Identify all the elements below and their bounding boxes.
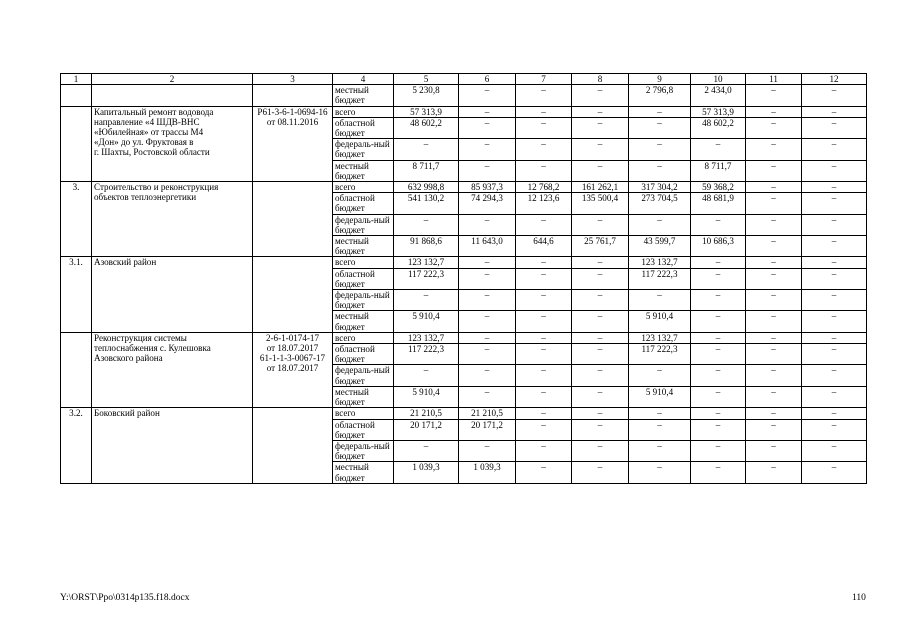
file-path: Y:\ORST\Ppo\0314p135.f18.docx: [60, 593, 190, 603]
value-cell: –: [516, 268, 572, 289]
value-cell: 20 171,2: [459, 419, 516, 440]
value-cell: 117 222,3: [629, 344, 691, 365]
item-name: [92, 106, 253, 181]
value-cell: –: [572, 332, 629, 343]
item-name-line: Капитальный ремонт водовода: [94, 106, 214, 117]
value-cell: –: [691, 332, 746, 343]
value-cell: 117 222,3: [394, 268, 459, 289]
value-cell: –: [572, 440, 629, 461]
value-cell: –: [746, 117, 802, 138]
value-cell: –: [802, 386, 867, 407]
value-cell: –: [746, 160, 802, 181]
item-name-line: Строительство и реконструкция: [94, 182, 219, 193]
header-cell: 2: [92, 74, 253, 85]
value-cell: –: [629, 440, 691, 461]
item-name-line: теплоснабжения с. Кулешовка: [94, 343, 211, 354]
document-reference: [253, 257, 333, 332]
document-reference-line: от 18.07.2017: [266, 363, 319, 374]
value-cell: 12 768,2: [516, 182, 572, 193]
value-cell: –: [459, 311, 516, 332]
item-name: [92, 332, 253, 407]
value-cell: –: [629, 419, 691, 440]
value-cell: –: [802, 193, 867, 214]
value-cell: 123 132,7: [394, 332, 459, 343]
budget-type: областной бюджет: [333, 419, 394, 440]
value-cell: –: [746, 214, 802, 235]
value-cell: –: [746, 365, 802, 386]
value-cell: –: [746, 257, 802, 268]
item-name-line: г. Шахты, Ростовской области: [94, 147, 210, 158]
value-cell: –: [516, 365, 572, 386]
value-cell: –: [746, 344, 802, 365]
value-cell: –: [459, 365, 516, 386]
budget-type: федераль-ный бюджет: [333, 440, 394, 461]
value-cell: –: [516, 440, 572, 461]
value-cell: –: [746, 408, 802, 419]
value-cell: –: [802, 408, 867, 419]
value-cell: 8 711,7: [394, 160, 459, 181]
value-cell: 48 681,9: [691, 193, 746, 214]
table-row: [61, 182, 867, 193]
value-cell: 74 294,3: [459, 193, 516, 214]
value-cell: –: [746, 106, 802, 117]
value-cell: 5 910,4: [394, 386, 459, 407]
value-cell: 123 132,7: [629, 257, 691, 268]
value-cell: –: [802, 268, 867, 289]
header-cell: 8: [572, 74, 629, 85]
value-cell: 123 132,7: [394, 257, 459, 268]
value-cell: –: [394, 214, 459, 235]
header-cell: 3: [253, 74, 333, 85]
value-cell: –: [572, 344, 629, 365]
item-name-line: Азовский район: [94, 257, 157, 268]
value-cell: 1 039,3: [459, 462, 516, 483]
value-cell: –: [802, 419, 867, 440]
value-cell: –: [516, 344, 572, 365]
value-cell: –: [516, 85, 572, 106]
value-cell: –: [802, 365, 867, 386]
value-cell: –: [691, 268, 746, 289]
value-cell: –: [746, 440, 802, 461]
value-cell: –: [516, 419, 572, 440]
value-cell: –: [629, 160, 691, 181]
header-cell: 9: [629, 74, 691, 85]
value-cell: 11 643,0: [459, 236, 516, 257]
value-cell: –: [572, 365, 629, 386]
document-reference: [253, 106, 333, 181]
value-cell: –: [572, 386, 629, 407]
value-cell: 21 210,5: [459, 408, 516, 419]
value-cell: –: [394, 440, 459, 461]
value-cell: –: [691, 290, 746, 311]
header-cell: 6: [459, 74, 516, 85]
value-cell: –: [629, 290, 691, 311]
item-name-line: направление «4 ШДВ-ВНС: [94, 116, 200, 127]
budget-type: местный бюджет: [333, 85, 394, 106]
budget-type: всего: [333, 408, 394, 419]
value-cell: –: [459, 257, 516, 268]
value-cell: –: [459, 386, 516, 407]
value-cell: –: [802, 290, 867, 311]
value-cell: –: [516, 139, 572, 160]
item-name-line: Азовского района: [94, 353, 163, 364]
item-name-line: Боковский район: [94, 408, 160, 419]
budget-type: местный бюджет: [333, 386, 394, 407]
value-cell: –: [516, 386, 572, 407]
value-cell: –: [572, 268, 629, 289]
value-cell: –: [459, 214, 516, 235]
value-cell: 91 868,6: [394, 236, 459, 257]
value-cell: –: [802, 160, 867, 181]
item-name-line: «Дон» до ул. Фруктовая в: [94, 137, 194, 148]
value-cell: –: [746, 419, 802, 440]
value-cell: –: [459, 160, 516, 181]
value-cell: 541 130,2: [394, 193, 459, 214]
value-cell: –: [572, 419, 629, 440]
budget-table: [60, 73, 867, 484]
value-cell: 5 230,8: [394, 85, 459, 106]
header-cell: 1: [61, 74, 92, 85]
value-cell: –: [802, 214, 867, 235]
value-cell: –: [572, 85, 629, 106]
value-cell: –: [746, 290, 802, 311]
value-cell: –: [629, 365, 691, 386]
value-cell: –: [572, 408, 629, 419]
value-cell: 57 313,9: [691, 106, 746, 117]
value-cell: –: [516, 290, 572, 311]
value-cell: 12 123,6: [516, 193, 572, 214]
value-cell: –: [746, 311, 802, 332]
value-cell: –: [629, 214, 691, 235]
item-name: [92, 408, 253, 483]
value-cell: 135 500,4: [572, 193, 629, 214]
header-cell: 5: [394, 74, 459, 85]
document-reference: [253, 182, 333, 257]
value-cell: –: [746, 332, 802, 343]
document-reference: [253, 332, 333, 407]
item-name-line: Реконструкция системы: [94, 332, 187, 343]
value-cell: –: [516, 160, 572, 181]
value-cell: –: [572, 117, 629, 138]
table-row: [61, 408, 867, 419]
value-cell: –: [691, 311, 746, 332]
document-reference-line: 2-6-1-0174-17: [265, 332, 320, 343]
value-cell: –: [516, 408, 572, 419]
value-cell: –: [394, 365, 459, 386]
header-cell: 12: [802, 74, 867, 85]
value-cell: –: [572, 257, 629, 268]
value-cell: –: [802, 440, 867, 461]
value-cell: –: [802, 106, 867, 117]
value-cell: 161 262,1: [572, 182, 629, 193]
document-reference-line: Р61-3-6-1-0694-16: [257, 106, 328, 117]
value-cell: –: [802, 117, 867, 138]
value-cell: 5 910,4: [629, 311, 691, 332]
value-cell: 117 222,3: [629, 268, 691, 289]
value-cell: –: [516, 117, 572, 138]
item-name: [92, 257, 253, 332]
budget-type: местный бюджет: [333, 236, 394, 257]
value-cell: –: [572, 160, 629, 181]
value-cell: 632 998,8: [394, 182, 459, 193]
header-cell: 7: [516, 74, 572, 85]
value-cell: –: [802, 182, 867, 193]
value-cell: –: [802, 139, 867, 160]
item-number: [61, 85, 92, 106]
budget-type: областной бюджет: [333, 268, 394, 289]
value-cell: –: [746, 386, 802, 407]
value-cell: –: [691, 408, 746, 419]
item-number: 3.: [61, 182, 92, 257]
value-cell: 273 704,5: [629, 193, 691, 214]
item-number: 3.2.: [61, 408, 92, 483]
value-cell: 20 171,2: [394, 419, 459, 440]
value-cell: 2 796,8: [629, 85, 691, 106]
value-cell: –: [459, 344, 516, 365]
header-cell: 10: [691, 74, 746, 85]
table-row: [61, 106, 867, 117]
value-cell: –: [459, 117, 516, 138]
value-cell: –: [746, 182, 802, 193]
item-number: 3.1.: [61, 257, 92, 332]
document-reference-line: 61-1-1-3-0067-17: [259, 353, 326, 364]
value-cell: –: [572, 290, 629, 311]
value-cell: –: [394, 290, 459, 311]
budget-type: местный бюджет: [333, 311, 394, 332]
value-cell: –: [459, 85, 516, 106]
item-name-line: «Юбилейная» от трассы М4: [94, 127, 204, 138]
value-cell: –: [691, 365, 746, 386]
value-cell: 317 304,2: [629, 182, 691, 193]
header-cell: 4: [333, 74, 394, 85]
budget-type: областной бюджет: [333, 344, 394, 365]
value-cell: –: [802, 85, 867, 106]
value-cell: –: [572, 311, 629, 332]
value-cell: –: [572, 462, 629, 483]
value-cell: –: [691, 462, 746, 483]
budget-type: всего: [333, 182, 394, 193]
value-cell: –: [691, 440, 746, 461]
item-number: [61, 332, 92, 407]
value-cell: 48 602,2: [394, 117, 459, 138]
value-cell: –: [516, 462, 572, 483]
value-cell: 10 686,3: [691, 236, 746, 257]
value-cell: –: [802, 236, 867, 257]
value-cell: –: [516, 106, 572, 117]
value-cell: –: [802, 257, 867, 268]
value-cell: –: [746, 236, 802, 257]
value-cell: –: [802, 344, 867, 365]
value-cell: –: [459, 139, 516, 160]
item-name: [92, 182, 253, 257]
value-cell: –: [516, 332, 572, 343]
value-cell: 43 599,7: [629, 236, 691, 257]
budget-type: областной бюджет: [333, 117, 394, 138]
document-reference: [253, 85, 333, 106]
value-cell: 21 210,5: [394, 408, 459, 419]
value-cell: –: [516, 311, 572, 332]
page-number: 110: [852, 593, 866, 603]
value-cell: 48 602,2: [691, 117, 746, 138]
value-cell: –: [691, 139, 746, 160]
value-cell: 57 313,9: [394, 106, 459, 117]
budget-type: всего: [333, 332, 394, 343]
budget-type: областной бюджет: [333, 193, 394, 214]
value-cell: –: [516, 257, 572, 268]
table-row: [61, 85, 867, 106]
value-cell: –: [746, 462, 802, 483]
value-cell: –: [691, 214, 746, 235]
budget-type: федераль-ный бюджет: [333, 365, 394, 386]
item-number: [61, 106, 92, 181]
value-cell: –: [459, 106, 516, 117]
document-reference: [253, 408, 333, 483]
value-cell: –: [459, 332, 516, 343]
value-cell: 59 368,2: [691, 182, 746, 193]
value-cell: –: [802, 311, 867, 332]
budget-type: федераль-ный бюджет: [333, 139, 394, 160]
value-cell: –: [572, 139, 629, 160]
value-cell: 5 910,4: [629, 386, 691, 407]
value-cell: 1 039,3: [394, 462, 459, 483]
value-cell: –: [691, 386, 746, 407]
value-cell: –: [572, 214, 629, 235]
value-cell: 2 434,0: [691, 85, 746, 106]
value-cell: 117 222,3: [394, 344, 459, 365]
value-cell: –: [691, 257, 746, 268]
value-cell: –: [629, 106, 691, 117]
budget-type: всего: [333, 257, 394, 268]
value-cell: –: [394, 139, 459, 160]
value-cell: –: [802, 332, 867, 343]
budget-type: всего: [333, 106, 394, 117]
item-name: [92, 85, 253, 106]
budget-type: федераль-ный бюджет: [333, 290, 394, 311]
value-cell: –: [629, 117, 691, 138]
value-cell: –: [746, 85, 802, 106]
document-reference-line: от 18.07.2017: [266, 343, 319, 354]
value-cell: –: [629, 462, 691, 483]
value-cell: 123 132,7: [629, 332, 691, 343]
value-cell: 85 937,3: [459, 182, 516, 193]
value-cell: –: [746, 268, 802, 289]
value-cell: –: [802, 462, 867, 483]
value-cell: 5 910,4: [394, 311, 459, 332]
value-cell: –: [459, 268, 516, 289]
value-cell: –: [459, 290, 516, 311]
value-cell: 644,6: [516, 236, 572, 257]
value-cell: –: [746, 139, 802, 160]
budget-type: местный бюджет: [333, 462, 394, 483]
header-row: [61, 74, 867, 85]
value-cell: –: [516, 214, 572, 235]
value-cell: –: [629, 408, 691, 419]
document-reference-line: от 08.11.2016: [266, 116, 319, 127]
header-cell: 11: [746, 74, 802, 85]
budget-type: федераль-ный бюджет: [333, 214, 394, 235]
value-cell: –: [746, 193, 802, 214]
table-row: [61, 332, 867, 343]
value-cell: –: [629, 139, 691, 160]
value-cell: 25 761,7: [572, 236, 629, 257]
value-cell: –: [691, 419, 746, 440]
value-cell: –: [459, 440, 516, 461]
value-cell: 8 711,7: [691, 160, 746, 181]
table-row: [61, 257, 867, 268]
value-cell: –: [691, 344, 746, 365]
budget-type: местный бюджет: [333, 160, 394, 181]
item-name-line: объектов теплоэнергетики: [94, 192, 197, 203]
value-cell: –: [572, 106, 629, 117]
